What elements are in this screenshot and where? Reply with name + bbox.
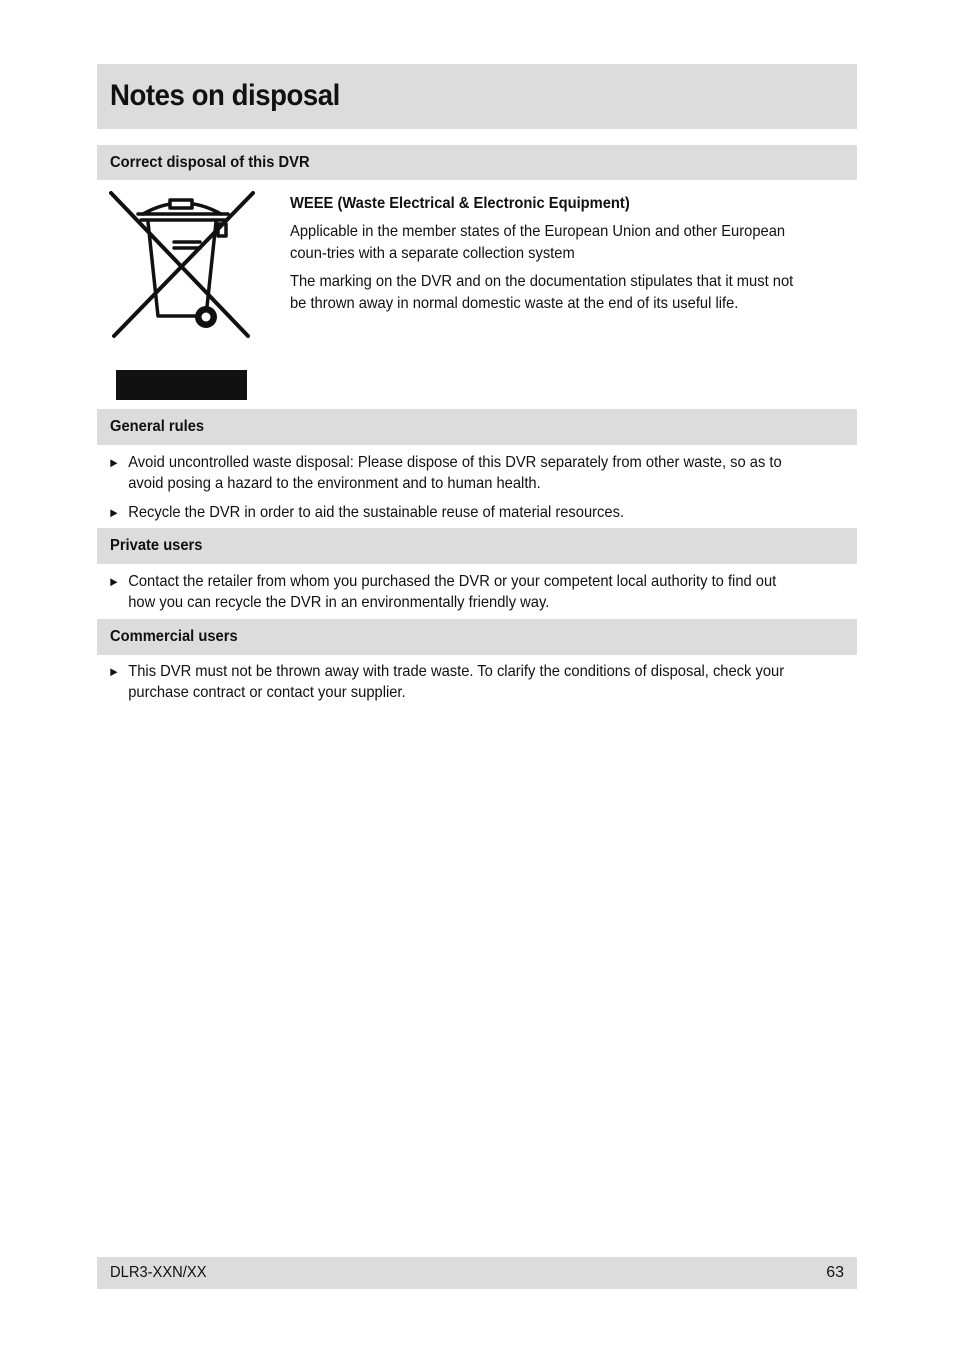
page-title-bar	[97, 64, 857, 129]
section-title-correct-disposal: Correct disposal of this DVR	[110, 154, 310, 171]
list-item-text: This DVR must not be thrown away with trade waste. To clarify the conditions of disposal, check your purchase contract or contact your supplier.	[128, 663, 785, 701]
section-header-commercial-users	[97, 619, 857, 655]
weee-heading: WEEE (Waste Electrical & Electronic Equipment)	[290, 195, 630, 212]
page-title: Notes on disposal	[110, 79, 340, 112]
bullet-arrow-icon: ►	[108, 455, 120, 470]
weee-paragraph-1: Applicable in the member states of the European Union and other European coun-tries with a separate collection system	[290, 223, 786, 262]
list-item	[108, 661, 807, 703]
list-item	[108, 452, 807, 494]
footer-model-number: DLR3-XXN/XX	[110, 1264, 207, 1281]
list-item	[108, 571, 807, 613]
bullet-arrow-icon: ►	[108, 664, 120, 679]
section-title-commercial-users: Commercial users	[110, 628, 238, 645]
section-title-general-rules: General rules	[110, 418, 205, 435]
weee-marking-bar	[116, 370, 247, 400]
footer-page-number: 63	[826, 1264, 844, 1281]
bullet-arrow-icon: ►	[108, 574, 120, 589]
crossed-out-wheelie-bin-icon	[108, 190, 256, 342]
section-header-general-rules	[97, 409, 857, 445]
weee-paragraph-2: The marking on the DVR and on the documentation stipulates that it must not be thrown away in normal domestic waste at the end of its useful life.	[290, 273, 794, 312]
list-item-text: Recycle the DVR in order to aid the sustainable reuse of material resources.	[128, 504, 625, 521]
section-header-private-users	[97, 528, 857, 564]
list-item-text: Avoid uncontrolled waste disposal: Please dispose of this DVR separately from other waste, so as to avoid posing a hazard to the environment and to human health.	[128, 454, 782, 492]
section-title-private-users: Private users	[110, 537, 203, 554]
bullet-arrow-icon: ►	[108, 505, 120, 520]
page-footer	[97, 1257, 857, 1289]
list-item-text: Contact the retailer from whom you purchased the DVR or your competent local authority to find out how you can recycle the DVR in an environmentally friendly way.	[128, 573, 777, 611]
list-item	[108, 502, 807, 523]
section-header-correct-disposal	[97, 145, 857, 180]
